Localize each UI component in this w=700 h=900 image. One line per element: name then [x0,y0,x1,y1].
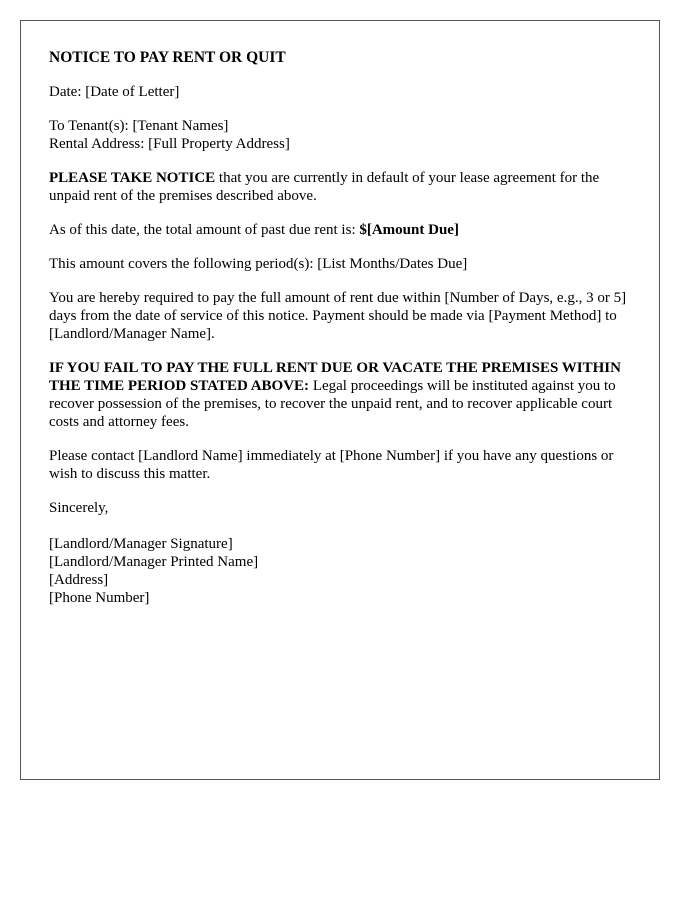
letter-date: Date: [Date of Letter] [49,84,180,100]
required-paragraph: You are hereby required to pay the full amount of rent due within [Number of Days, e.g., 3 or 5] days from the date of service of this notice. Payment should be made via [Payment Method] to [Landlord/Manager Name]. [49,290,627,342]
notice-bold: PLEASE TAKE NOTICE [49,170,216,186]
fail-bold: IF YOU FAIL TO PAY THE FULL RENT DUE OR VACATE THE PREMISES WITHIN THE TIME PERIOD STATED ABOVE: [49,360,621,394]
letter-title: NOTICE TO PAY RENT OR QUIT [49,49,286,66]
printed-name-line: [Landlord/Manager Printed Name] [49,554,259,570]
tenant-line: To Tenant(s): [Tenant Names] [49,118,229,134]
letter-page [20,20,660,780]
letter-body [49,49,635,607]
signature-line: [Landlord/Manager Signature] [49,536,233,552]
signature-block [49,535,635,607]
notice-paragraph [49,169,635,205]
recipient-block [49,117,635,153]
fail-text: Legal proceedings will be instituted against you to recover possession of the premises, to recover the unpaid rent, and to recover applicable court costs and attorney fees. [49,378,616,430]
contact-paragraph: Please contact [Landlord Name] immediately at [Phone Number] if you have any questions or wish to discuss this matter. [49,448,614,482]
phone-line: [Phone Number] [49,590,150,606]
closing: Sincerely, [49,500,109,516]
amount-paragraph [49,221,635,239]
fail-paragraph [49,359,635,431]
notice-text: that you are currently in default of your lease agreement for the unpaid rent of the premises described above. [49,170,600,204]
address-line: [Address] [49,572,109,588]
amount-text: As of this date, the total amount of past due rent is: [49,222,360,238]
rental-address-line: Rental Address: [Full Property Address] [49,136,290,152]
amount-value: $[Amount Due] [359,222,459,238]
period-paragraph: This amount covers the following period(s): [List Months/Dates Due] [49,256,468,272]
